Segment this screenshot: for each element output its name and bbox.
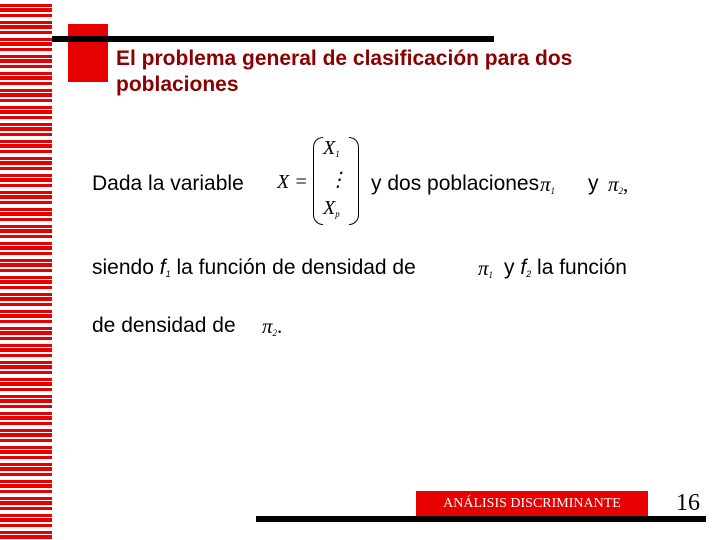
vector-entry-bottom: $X_p$ [323,197,340,219]
bottom-divider [256,516,706,522]
decorative-stripe-bar [0,0,52,540]
slide-title: El problema general de clasificación para dos poblaciones [116,47,573,96]
pi2-symbol-line3: $\pi_2$. [262,314,283,338]
line3-text: de densidad de [92,314,236,337]
pi1-symbol: $\pi_1$ [540,172,556,196]
f1-symbol: $f_1$ [159,256,171,279]
pi2-symbol: $\pi_2$, [608,172,629,196]
left-parenthesis [313,137,323,225]
random-vector-formula [273,133,363,229]
page-number: 16 [676,490,700,516]
top-divider [52,36,494,42]
vector-entry-ellipsis: ⋮ [328,169,348,191]
vector-lhs: X = [277,171,308,193]
line1-middle: y dos poblaciones [371,172,540,195]
pi1-symbol-line2: $\pi_1$ [478,256,494,280]
vector-entry-top: $X_1$ [323,137,340,159]
line2-text: siendo $f_1$ la función de densidad de [92,256,416,279]
f2-symbol: $f_2$ [520,256,532,279]
line1-connector: y [588,172,599,195]
right-parenthesis [349,137,359,225]
line2-tail: y $f_2$ la función [504,256,627,279]
footer-label: ANÁLISIS DISCRIMINANTE [416,491,648,516]
title-accent-square [68,24,108,82]
line1-prefix: Dada la variable [92,172,244,195]
